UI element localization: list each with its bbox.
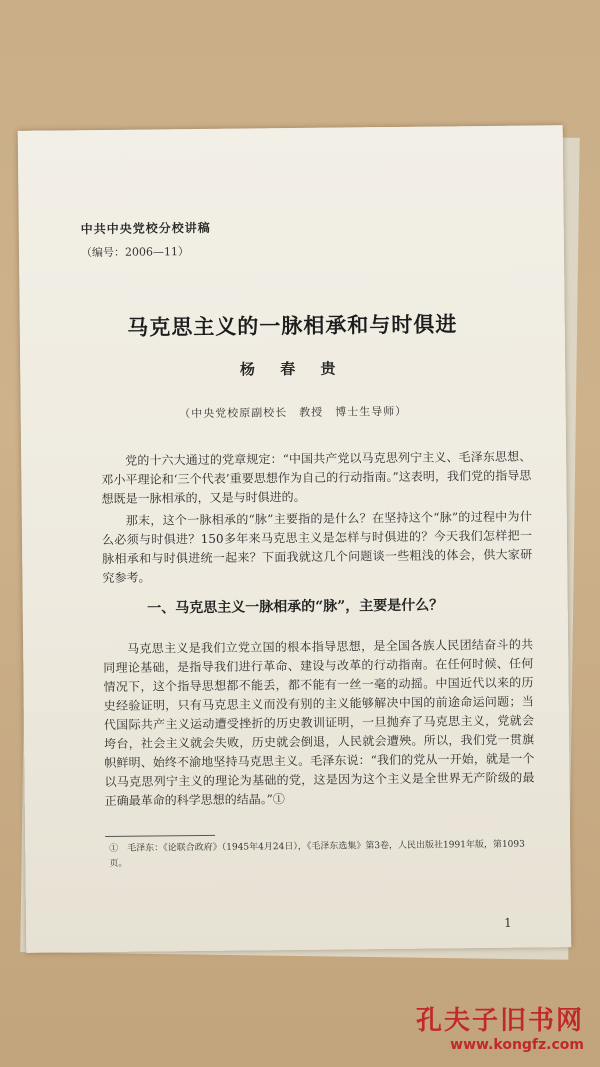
section-heading: 一、马克思主义一脉相承的“脉”，主要是什么？ [147, 597, 444, 617]
document-header: 中共中央党校分校讲稿 [80, 220, 211, 237]
document-serial-number: （编号：2006—11） [80, 245, 190, 260]
watermark-logo: 孔夫子旧书网 [415, 1006, 584, 1036]
author-name: 杨 春 贵 [239, 359, 346, 379]
author-affiliation: （中央党校原副校长 教授 博士生导师） [179, 404, 408, 421]
document-title: 马克思主义的一脉相承和与时俱进 [127, 311, 458, 340]
footnote-divider [105, 835, 215, 837]
watermark-url: www.kongfz.com [450, 1037, 584, 1053]
document-page [18, 125, 572, 953]
body-paragraph: 马克思主义是我们立党立国的根本指导思想，是全国各族人民团结奋斗的共同理论基础，是指导我们进行革命、建设与改革的行动指南。在任何时候、任何情况下，这个指导思想都不能丢，都不能有一丝一毫的动摇。中国近代以来的历史经验证明，只有马克思主义而没有别的主义能够解决中国的前途命运问题；当代国际共产主义运动遭受挫折的历史教训证明，一旦抛弃了马克思主义，党就会垮台，社会主义就会失败，历史就会倒退，人民就会遭殃。所以，我们党一贯旗帜鲜明、始终不渝地坚持马克思主义。毛泽东说：“我们的党从一开始，就是一个以马克思列宁主义的理论为基础的党，这是因为这个主义是全世界无产阶级的最正确最革命的科学思想的结晶。”① [103, 637, 535, 809]
body-paragraph: 党的十六大通过的党章规定：“中国共产党以马克思列宁主义、毛泽东思想、邓小平理论和‘三个代表’重要思想作为自己的行动指南。”这表明，我们党的指导思想既是一脉相承的，又是与时俱进的。 [101, 449, 532, 507]
watermark [416, 1000, 584, 1053]
footnote: ① 毛泽东：《论联合政府》（1945年4月24日），《毛泽东选集》第3卷，人民出版社1991年版，第1093页。 [109, 839, 525, 869]
body-paragraph: 那末，这个一脉相承的“脉”主要指的是什么？在坚持这个“脉”的过程中为什么必须与时俱进？150多年来马克思主义是怎样与时俱进的？今天我们怎样把一脉相承和与时俱进统一起来？下面我就这几个问题谈一些粗浅的体会，供大家研究参考。 [101, 509, 533, 586]
page-number: 1 [503, 915, 512, 930]
